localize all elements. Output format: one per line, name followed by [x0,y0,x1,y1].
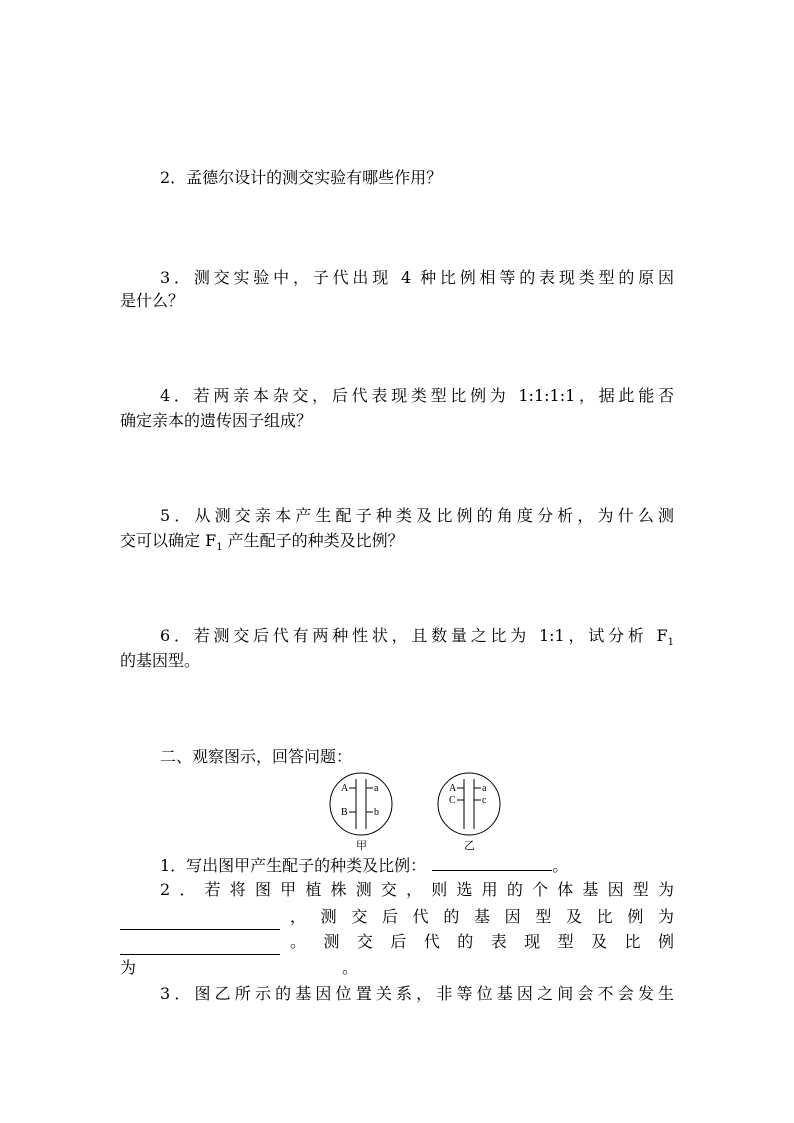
cell-yi-circle [438,773,500,835]
gene-label: c [482,795,487,806]
chromosome-diagram [300,768,530,852]
question-2 [120,165,674,191]
section-2-q2-text-3: 。测交后代的表现型及比例 [290,932,674,951]
gene-label: B [341,807,348,818]
question-3-line-2 [120,288,674,314]
section-2-q2-line-3 [120,929,674,955]
section-2-q2-line-2 [120,904,674,930]
question-3-text-1: 3．测交实验中，子代出现 4 种比例相等的表现类型的原因 [160,268,674,287]
section-2-q3-text-1: 3．图乙所示的基因位置关系，非等位基因之间会不会发生 [160,984,674,1003]
section-2-title [120,744,674,770]
answer-blank[interactable] [142,954,342,973]
question-5-text-2a: 交可以确定 F [120,531,217,550]
cell-jia-circle [330,773,392,835]
section-2-q3-line-1 [120,981,674,1007]
cell-yi-caption: 乙 [464,840,475,852]
period: 。 [552,856,569,875]
section-2-q2-text-1: 2．若将图甲植株测交，则选用的个体基因型为 [160,880,674,899]
gene-label: A [449,783,457,794]
question-5-line-1 [120,503,674,529]
section-2-q2-line-1 [120,877,674,903]
cell-yi [438,773,500,852]
question-4-text-1: 4．若两亲本杂交，后代表现类型比例为 1:1:1:1，据此能否 [160,386,674,405]
answer-blank[interactable] [120,936,280,955]
section-2-q1-text: 1．写出图甲产生配子的种类及比例： [160,856,427,875]
question-6-line-2 [120,648,674,674]
question-4-text-2: 确定亲本的遗传因子组成？ [120,411,313,430]
period: 。 [342,958,359,977]
section-2-q1 [120,852,674,879]
section-2-title-text: 二、观察图示，回答问题： [160,747,353,766]
section-2-q2-line-4 [120,954,674,981]
gene-label: a [482,783,487,794]
gene-label: C [449,795,456,806]
gene-label: b [374,807,379,818]
subscript-1: 1 [667,637,674,649]
cell-jia [330,773,392,852]
question-6-text-2: 的基因型。 [120,651,201,670]
question-4-line-1 [120,383,674,409]
gene-label: a [374,783,379,794]
question-4-line-2 [120,408,674,434]
question-5-text-1: 5．从测交亲本产生配子种类及比例的角度分析，为什么测 [160,506,674,525]
gene-label: A [341,783,349,794]
question-3-text-2: 是什么？ [120,291,185,310]
question-5-text-2b: 产生配子的种类及比例？ [222,531,404,550]
question-6-text-1: 6．若测交后代有两种性状，且数量之比为 1:1，试分析 F [160,626,668,645]
question-2-text: 2．孟德尔设计的测交实验有哪些作用？ [160,168,443,187]
section-2-q2-text-2: ，测交后代的基因型及比例为 [290,907,674,926]
subscript-1: 1 [216,542,223,554]
answer-blank[interactable] [120,911,280,930]
cell-jia-caption: 甲 [356,840,367,852]
answer-blank[interactable] [432,852,552,871]
section-2-q2-text-4: 为 [120,958,137,977]
question-5-line-2 [120,528,674,561]
